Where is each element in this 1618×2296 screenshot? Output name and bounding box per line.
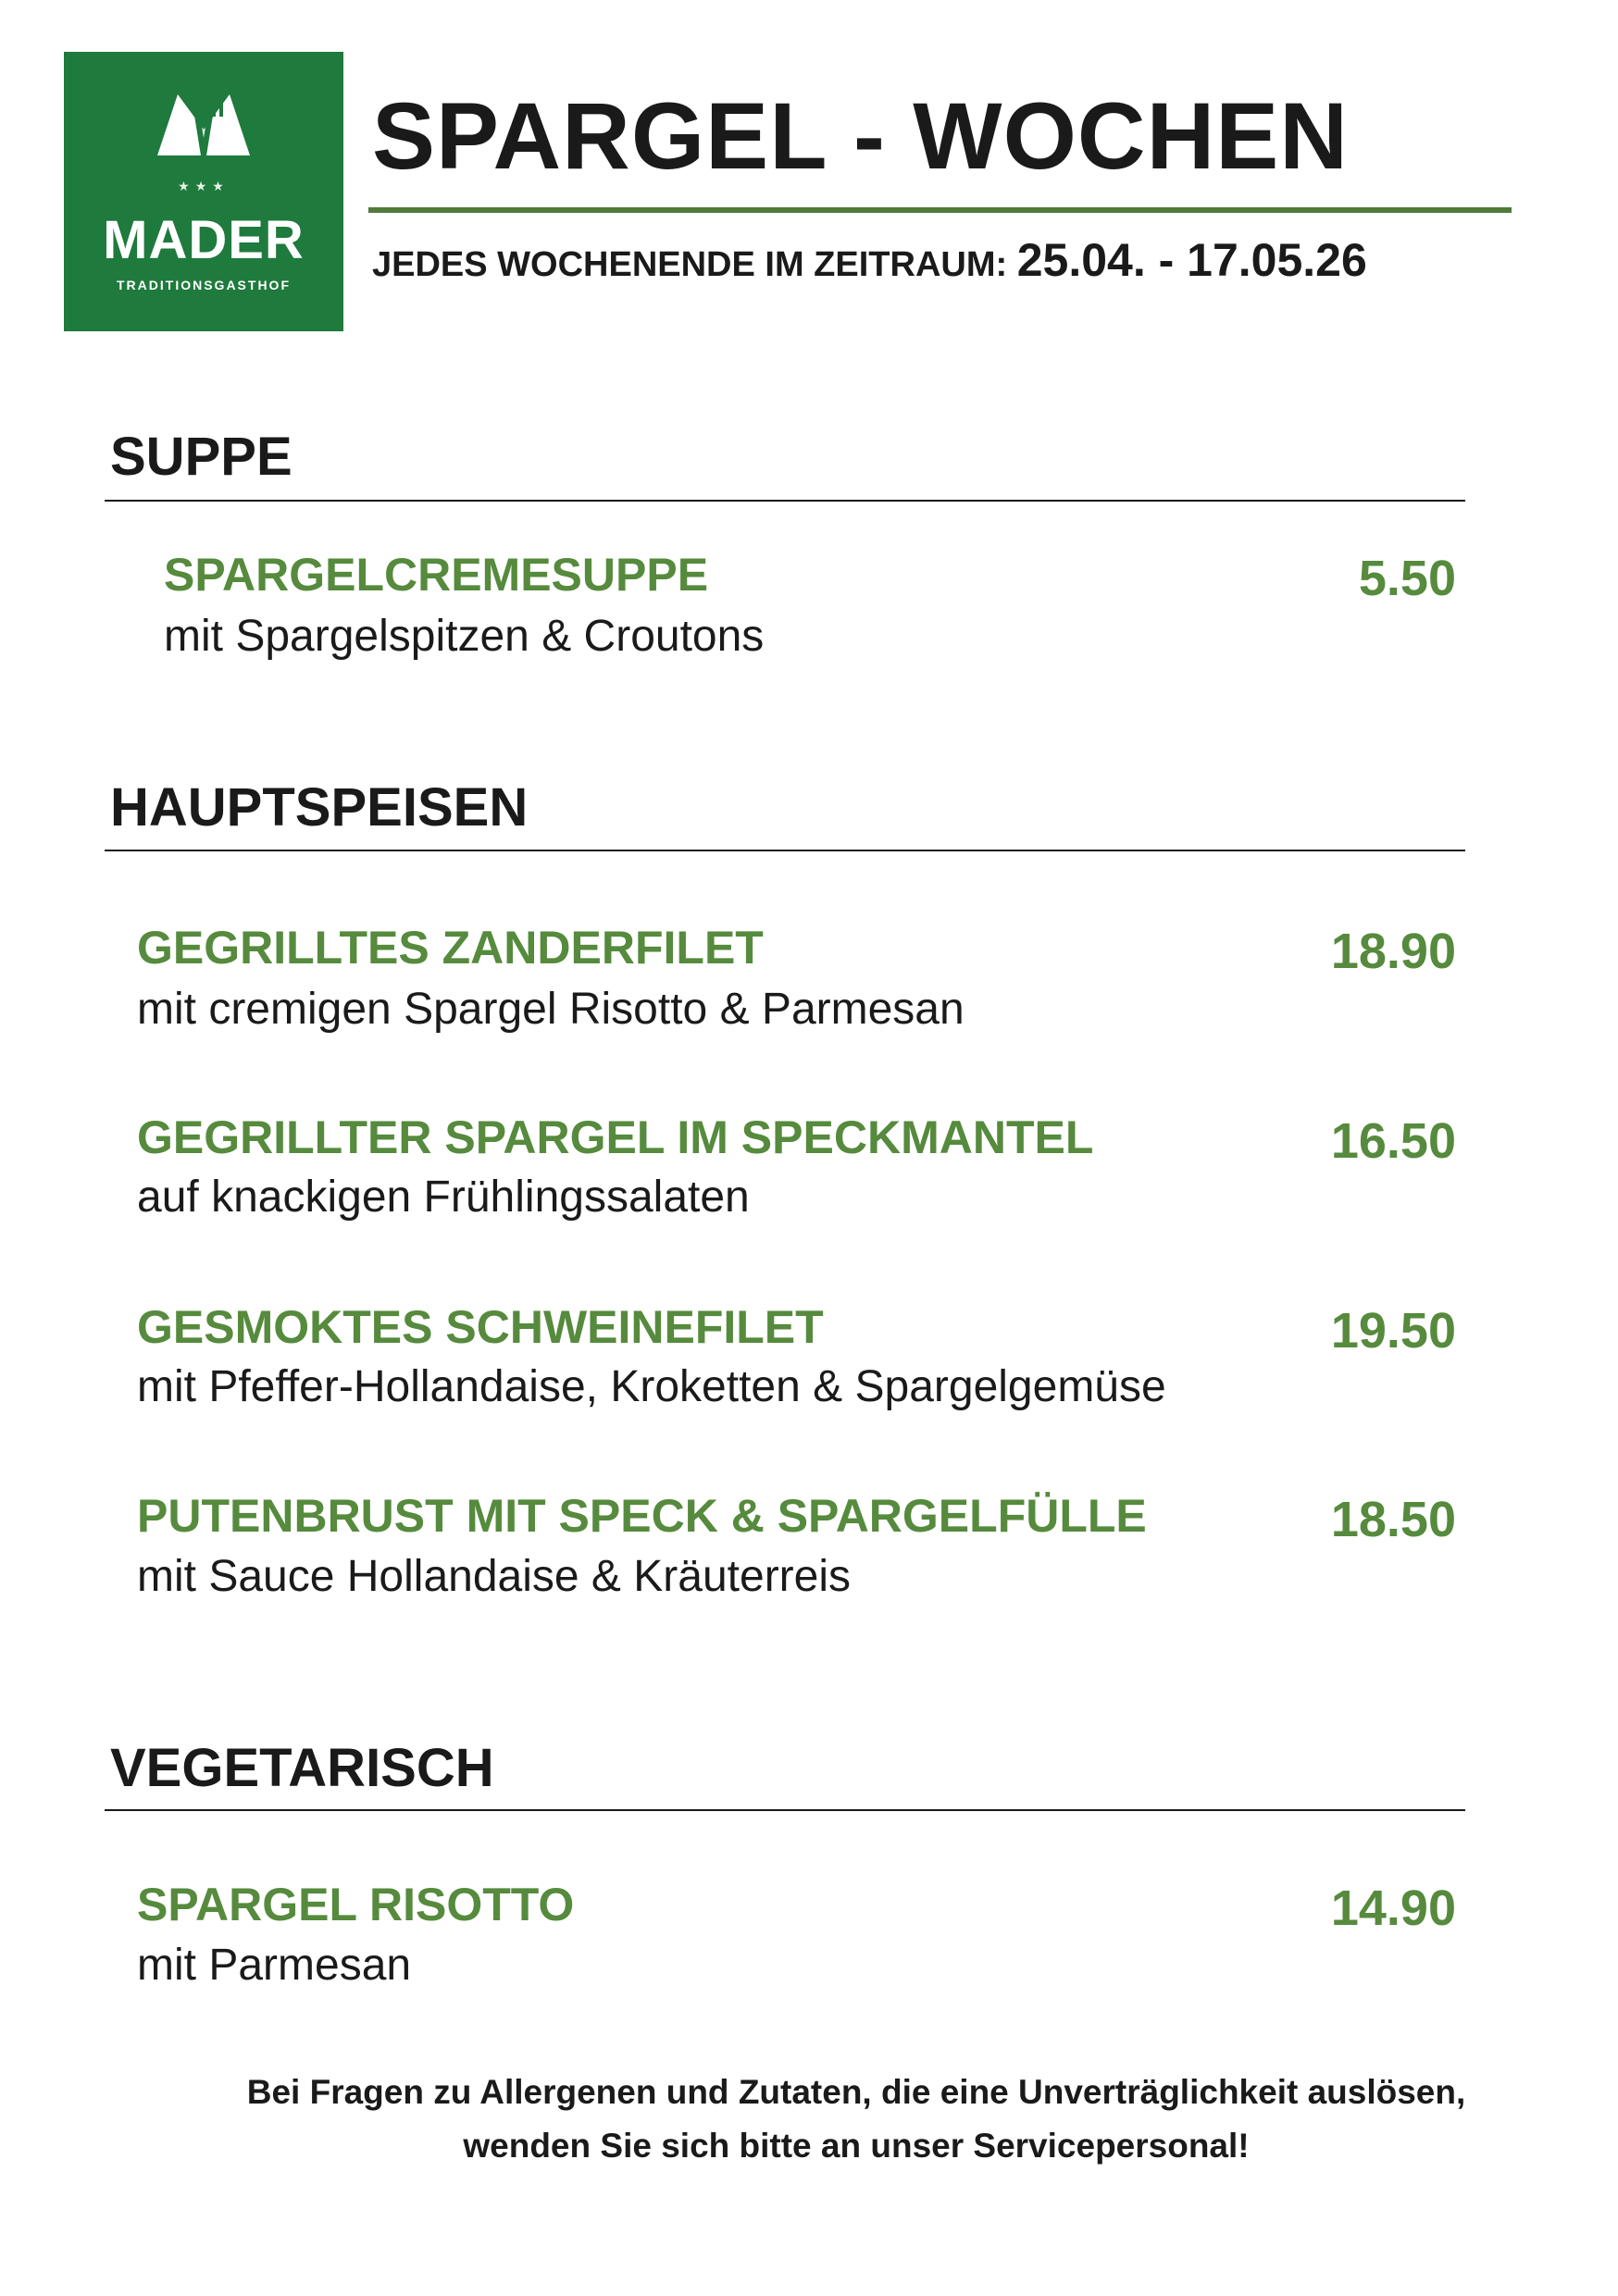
section-divider (105, 850, 1465, 851)
item-name: PUTENBRUST MIT SPECK & SPARGELFÜLLE (137, 1490, 1147, 1542)
item-name: GEGRILLTES ZANDERFILET (137, 922, 764, 974)
mountain-fork-knife-icon (156, 91, 252, 157)
title-divider (368, 207, 1512, 213)
page-title: SPARGEL - WOCHEN (372, 83, 1349, 189)
item-description: mit Parmesan (137, 1941, 412, 1990)
logo-subtitle: TRADITIONSGASTHOF (117, 278, 291, 292)
item-description: auf knackigen Frühlingssalaten (137, 1173, 750, 1222)
section-title-suppe: SUPPE (110, 427, 292, 487)
date-range-value: 25.04. - 17.05.26 (1016, 234, 1367, 286)
section-title-vegetarisch: VEGETARISCH (110, 1738, 494, 1798)
logo-stars: ★★★ (178, 179, 230, 193)
item-price: 16.50 (1330, 1113, 1456, 1169)
logo-name: MADER (103, 210, 305, 270)
section-title-hauptspeisen: HAUPTSPEISEN (110, 777, 529, 838)
item-description: mit Sauce Hollandaise & Kräuterreis (137, 1552, 852, 1601)
item-price: 5.50 (1358, 551, 1456, 606)
item-description: mit Spargelspitzen & Croutons (164, 612, 765, 661)
item-price: 18.90 (1330, 924, 1456, 979)
allergen-notice-line: wenden Sie sich bitte an unser Servicepersonal! (463, 2127, 1250, 2165)
item-price: 19.50 (1330, 1303, 1456, 1359)
item-name: SPARGELCREMESUPPE (164, 549, 709, 601)
item-price: 18.50 (1330, 1492, 1456, 1547)
item-name: GESMOKTES SCHWEINEFILET (137, 1301, 824, 1353)
allergen-notice (185, 2066, 1527, 2173)
item-price: 14.90 (1330, 1880, 1456, 1936)
section-divider (105, 1809, 1465, 1811)
item-description: mit Pfeffer-Hollandaise, Kroketten & Spargelgemüse (137, 1362, 1166, 1411)
item-name: GEGRILLTER SPARGEL IM SPECKMANTEL (137, 1111, 1094, 1163)
item-description: mit cremigen Spargel Risotto & Parmesan (137, 985, 965, 1034)
item-name: SPARGEL RISOTTO (137, 1879, 575, 1930)
restaurant-logo (64, 52, 343, 331)
date-range-label: JEDES WOCHENENDE IM ZEITRAUM: (372, 245, 1008, 284)
section-divider (105, 500, 1465, 502)
allergen-notice-line: Bei Fragen zu Allergenen und Zutaten, die eine Unverträglichkeit auslösen, (246, 2073, 1466, 2111)
date-range-line (372, 233, 1367, 287)
